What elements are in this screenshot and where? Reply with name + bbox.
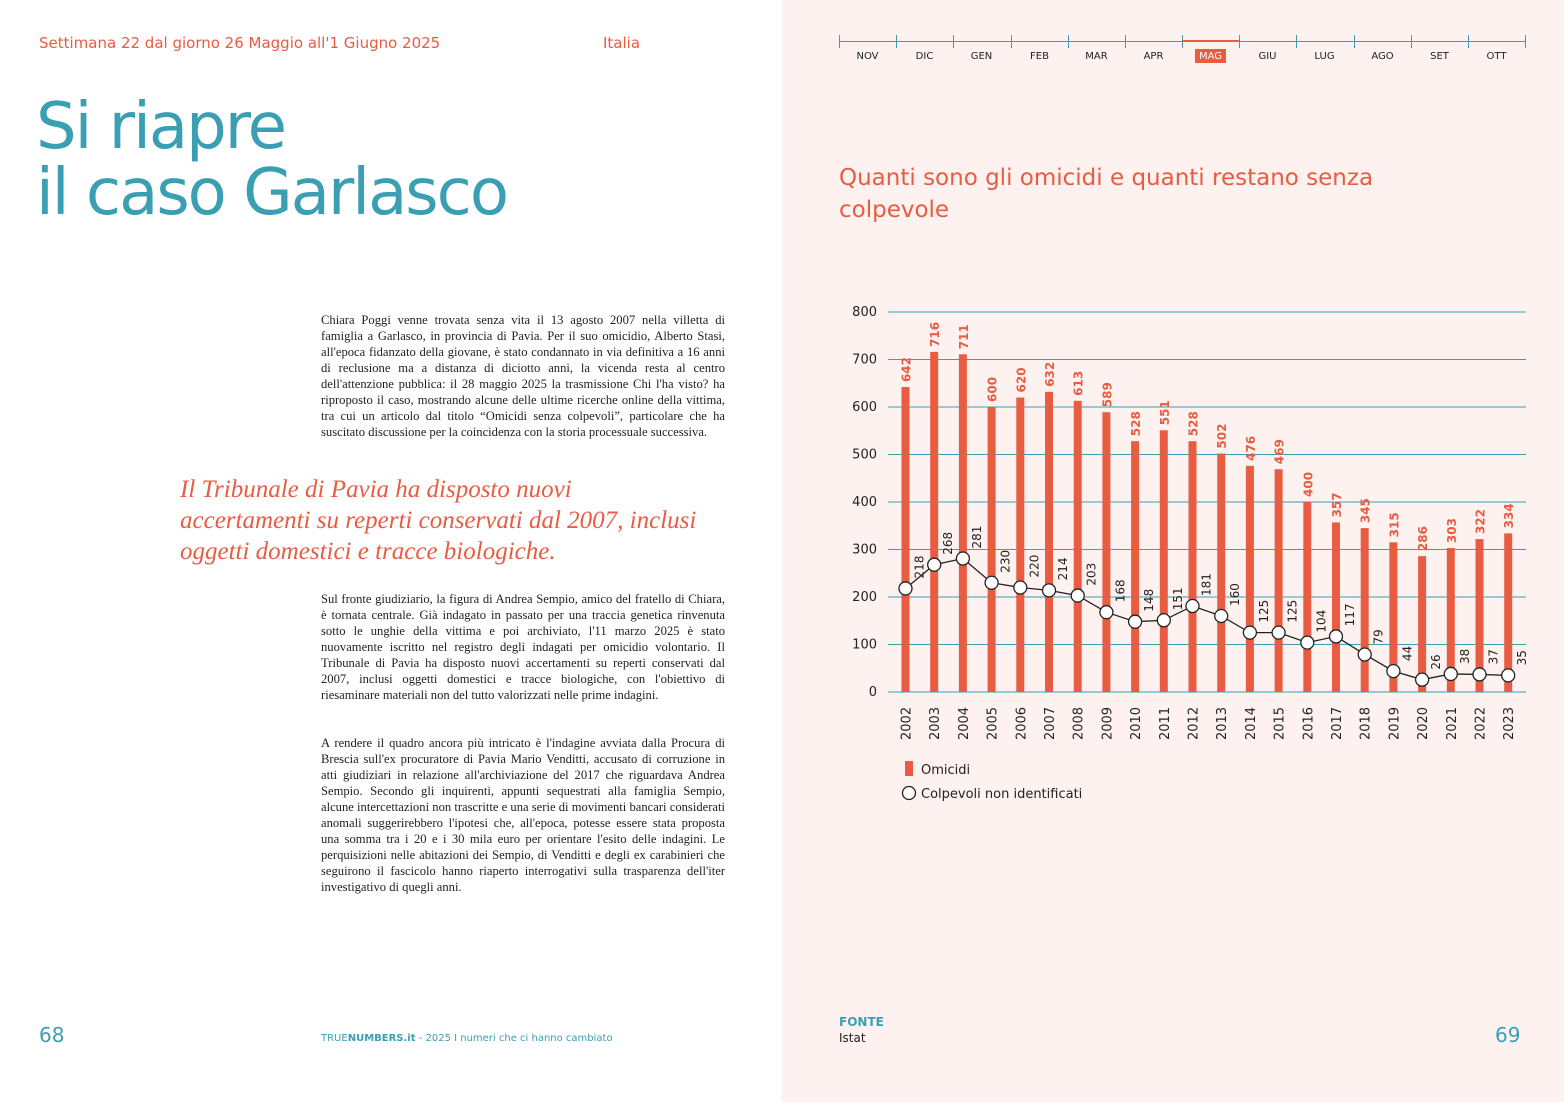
x-tick-label: 2020 <box>1416 706 1432 740</box>
line-value-label: 181 <box>1199 573 1214 597</box>
x-tick-label: 2022 <box>1473 706 1489 740</box>
line-value-label: 168 <box>1113 579 1128 603</box>
point-colpevoli-2020 <box>1416 673 1429 686</box>
line-value-label: 44 <box>1400 645 1415 662</box>
line-value-label: 220 <box>1027 554 1042 578</box>
month-dic: DIC <box>915 51 934 62</box>
x-tick-label: 2023 <box>1502 706 1518 740</box>
month-apr: APR <box>1143 51 1164 62</box>
month-ago: AGO <box>1371 51 1394 62</box>
point-colpevoli-2012 <box>1186 600 1199 613</box>
point-colpevoli-2004 <box>956 552 969 565</box>
bar-value-label: 345 <box>1358 498 1373 524</box>
bar-omicidi-2008 <box>1074 401 1082 692</box>
bar-value-label: 315 <box>1387 512 1402 538</box>
bar-omicidi-2003 <box>930 352 938 692</box>
point-colpevoli-2015 <box>1272 626 1285 639</box>
bar-omicidi-2009 <box>1102 412 1110 692</box>
point-colpevoli-2013 <box>1215 610 1228 623</box>
bar-omicidi-2007 <box>1045 392 1053 692</box>
bar-omicidi-2017 <box>1332 522 1340 692</box>
month-mar: MAR <box>1085 51 1108 62</box>
y-tick-label: 200 <box>852 590 877 605</box>
bar-value-label: 400 <box>1301 471 1316 497</box>
bar-omicidi-2012 <box>1189 441 1197 692</box>
x-tick-label: 2010 <box>1129 706 1145 740</box>
article-paragraph-3: A rendere il quadro ancora più intricato è l'indagine avviata dalla Procura di Brescia sull'ex procuratore di Pavia Mario Venditti, accusato di corruzione in atti giudiziari in relazione all'archiviazione del 2017 che riguardava Andrea Sempio. Secondo gli inquirenti, appunti sequestrati alla famiglia Sempio, alcune intercettazioni non trascritte e una serie di movimenti bancari considerati anomali suggerirebbero l'ipotesi che, all'epoca, potesse essere stata proposta una somma tra i 20 e i 30 mila euro per orientare l'esito delle indagini. Le perquisizioni nelle abitazioni dei Sempio, di Venditti e degli ex carabinieri che seguirono il fascicolo hanno riaperto interrogativi sulla trasparenza dell'iter investigativo di quegli anni. <box>321 736 725 894</box>
point-colpevoli-2002 <box>899 582 912 595</box>
bar-omicidi-2023 <box>1504 533 1512 692</box>
x-tick-label: 2003 <box>928 706 944 740</box>
page-number-left: 68 <box>39 1023 65 1047</box>
y-tick-label: 700 <box>852 352 877 368</box>
line-value-label: 117 <box>1343 603 1357 627</box>
point-colpevoli-2011 <box>1157 614 1170 627</box>
bar-value-label: 357 <box>1330 492 1344 518</box>
point-colpevoli-2008 <box>1071 589 1084 602</box>
x-tick-label: 2006 <box>1014 706 1030 740</box>
line-value-label: 125 <box>1256 599 1271 623</box>
legend-colpevoli-label: Colpevoli non identificati <box>921 787 1083 802</box>
line-value-label: 151 <box>1170 587 1185 611</box>
x-tick-label: 2011 <box>1157 706 1173 740</box>
point-colpevoli-2018 <box>1358 648 1371 661</box>
x-tick-label: 2016 <box>1301 706 1317 740</box>
brand-true: TRUE <box>321 1033 348 1044</box>
y-tick-label: 500 <box>852 447 877 463</box>
point-colpevoli-2016 <box>1301 636 1314 649</box>
bar-value-label: 620 <box>1014 367 1029 393</box>
y-tick-label: 100 <box>852 637 877 653</box>
bar-value-label: 303 <box>1444 518 1459 544</box>
line-value-label: 148 <box>1142 588 1157 612</box>
line-value-label: 38 <box>1457 648 1472 664</box>
point-colpevoli-2017 <box>1330 630 1343 643</box>
bar-omicidi-2014 <box>1246 466 1254 692</box>
bar-value-label: 528 <box>1186 411 1201 437</box>
bar-value-label: 551 <box>1157 400 1172 426</box>
article-paragraph-1: Chiara Poggi venne trovata senza vita il 13 agosto 2007 nella villetta di famiglia a Garlasco, in provincia di Pavia. Per il suo omicidio, Alberto Stasi, all'epoca fidanzato della giovane, è stato condannato in via definitiva a 16 anni di reclusione ma a distanza di diciotto anni, la vicenda resta al centro dell'attenzione pubblica: il 28 maggio 2025 la trasmissione Chi l'ha visto? ha riproposto il caso, mostrando alcune delle ultime ricerche online della vittima, tra cui un articolo dal titolo “Omicidi senza colpevoli”, particolare che ha suscitato discussione per la coincidenza con la storia processuale successiva. <box>321 313 725 439</box>
line-value-label: 203 <box>1084 562 1099 586</box>
bar-value-label: 286 <box>1416 526 1431 552</box>
line-value-label: 214 <box>1056 557 1070 581</box>
bar-omicidi-2020 <box>1418 556 1426 692</box>
line-value-label: 35 <box>1515 650 1530 666</box>
bar-value-label: 528 <box>1129 411 1144 437</box>
x-tick-label: 2002 <box>899 706 915 740</box>
month-nov: NOV <box>856 51 879 62</box>
x-tick-label: 2008 <box>1071 706 1087 740</box>
article-title-line-1: Si riapre <box>36 90 285 164</box>
point-colpevoli-2005 <box>985 576 998 589</box>
week-label: Settimana 22 dal giorno 26 Maggio all'1 Giugno 2025 <box>39 34 441 52</box>
y-tick-label: 400 <box>852 495 877 510</box>
month-lug: LUG <box>1314 51 1335 62</box>
footer-tagline: - 2025 I numeri che ci hanno cambiato <box>415 1033 613 1044</box>
legend-omicidi-label: Omicidi <box>921 763 971 778</box>
month-set: SET <box>1430 51 1449 62</box>
bar-value-label: 642 <box>899 356 914 383</box>
article-paragraph-2: Sul fronte giudiziario, la figura di Andrea Sempio, amico del fratello di Chiara, è tornata centrale. Già indagato in passato per una traccia genetica rinvenuta sotto le unghie della vittima e poi archiviato, l'11 marzo 2025 è stato nuovamente iscritto nel registro degli indagati per omicidio volontario. Il Tribunale di Pavia ha disposto nuovi accertamenti su reperti conservati dal 2007, inclusi oggetti domestici e tracce biologiche, con l'obiettivo di riesaminare materiali non del tutto valorizzati nelle prime indagini. <box>321 592 725 702</box>
bar-omicidi-2006 <box>1016 398 1024 693</box>
line-value-label: 218 <box>912 555 927 579</box>
month-gen: GEN <box>970 51 993 62</box>
bar-omicidi-2016 <box>1303 502 1311 692</box>
right-page <box>782 0 1564 1102</box>
bar-omicidi-2013 <box>1217 454 1225 692</box>
x-tick-label: 2005 <box>985 706 1001 740</box>
source-value: Istat <box>839 1031 866 1045</box>
bar-value-label: 476 <box>1243 435 1258 461</box>
point-colpevoli-2019 <box>1387 665 1400 678</box>
y-tick-label: 600 <box>852 400 877 415</box>
bar-value-label: 632 <box>1043 361 1057 387</box>
line-value-label: 230 <box>998 549 1013 573</box>
article-title-line-2: il caso Garlasco <box>36 156 507 230</box>
month-feb: FEB <box>1030 51 1049 62</box>
x-tick-label: 2017 <box>1330 706 1345 740</box>
y-tick-label: 800 <box>852 305 877 320</box>
bar-value-label: 334 <box>1502 503 1517 529</box>
x-tick-label: 2013 <box>1215 706 1231 740</box>
month-giu: GIU <box>1258 51 1277 62</box>
point-colpevoli-2006 <box>1014 581 1027 594</box>
bar-omicidi-2005 <box>988 407 996 692</box>
x-tick-label: 2004 <box>956 706 972 740</box>
page-number-right: 69 <box>1495 1023 1521 1047</box>
x-tick-label: 2009 <box>1100 706 1116 740</box>
x-tick-label: 2018 <box>1358 706 1374 740</box>
brand-numbers: NUMBERS.it <box>347 1033 416 1044</box>
x-tick-label: 2021 <box>1444 706 1460 740</box>
bar-omicidi-2015 <box>1275 469 1283 692</box>
line-value-label: 125 <box>1285 599 1300 623</box>
line-value-label: 268 <box>941 531 956 555</box>
line-value-label: 104 <box>1314 609 1329 633</box>
bar-value-label: 711 <box>956 324 971 350</box>
x-tick-label: 2019 <box>1387 706 1403 740</box>
bar-value-label: 502 <box>1215 423 1230 449</box>
bar-omicidi-2010 <box>1131 441 1139 692</box>
bar-value-label: 600 <box>985 376 1000 402</box>
article-title <box>36 90 507 230</box>
bar-omicidi-2004 <box>959 354 967 692</box>
pull-quote: Il Tribunale di Pavia ha disposto nuovi accertamenti su reperti conservati dal 2007, inclusi oggetti domestici e tracce biologiche. <box>180 476 697 565</box>
line-value-label: 281 <box>969 525 984 549</box>
legend-colpevoli-swatch <box>903 787 916 800</box>
point-colpevoli-2022 <box>1473 668 1486 681</box>
month-mag: MAG <box>1182 51 1239 62</box>
point-colpevoli-2014 <box>1243 626 1256 639</box>
source-label: FONTE <box>839 1015 884 1029</box>
footer-brand <box>321 1033 613 1044</box>
point-colpevoli-2003 <box>928 558 941 571</box>
point-colpevoli-2009 <box>1100 606 1113 619</box>
month-ott: OTT <box>1486 51 1507 62</box>
x-tick-label: 2012 <box>1186 706 1202 740</box>
legend-omicidi-swatch <box>905 761 913 776</box>
bar-omicidi-2002 <box>902 387 910 692</box>
point-colpevoli-2010 <box>1129 615 1142 628</box>
x-tick-label: 2007 <box>1043 706 1058 740</box>
homicides-chart <box>782 0 1564 830</box>
chart-title: Quanti sono gli omicidi e quanti restano senza colpevole <box>839 165 1374 223</box>
bar-value-label: 589 <box>1100 382 1115 408</box>
y-tick-label: 0 <box>868 685 877 700</box>
x-tick-label: 2014 <box>1243 706 1259 740</box>
x-tick-label: 2015 <box>1272 706 1288 740</box>
point-colpevoli-2007 <box>1043 584 1056 597</box>
point-colpevoli-2023 <box>1502 669 1515 682</box>
bar-omicidi-2018 <box>1361 528 1369 692</box>
bar-value-label: 613 <box>1071 370 1086 396</box>
bar-omicidi-2011 <box>1160 430 1168 692</box>
y-tick-label: 300 <box>852 542 877 558</box>
point-colpevoli-2021 <box>1444 667 1457 680</box>
line-value-label: 37 <box>1486 649 1501 665</box>
bar-value-label: 716 <box>928 321 943 347</box>
section-label: Italia <box>603 34 641 52</box>
bar-value-label: 322 <box>1473 508 1488 535</box>
bar-value-label: 469 <box>1272 439 1287 465</box>
line-value-label: 26 <box>1429 654 1444 670</box>
line-value-label: 79 <box>1371 629 1386 645</box>
line-value-label: 160 <box>1228 583 1243 606</box>
